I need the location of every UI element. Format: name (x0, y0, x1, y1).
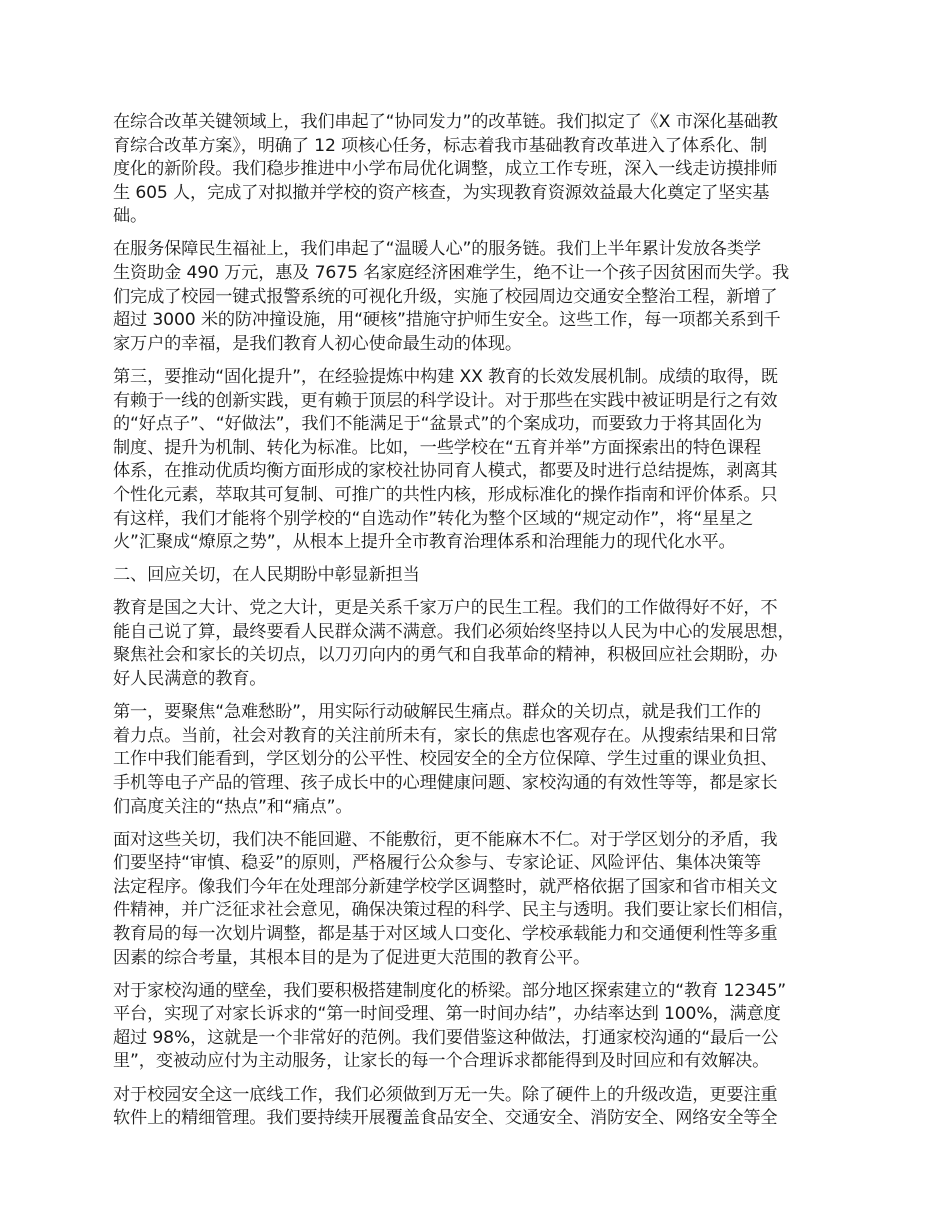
text-line: 能自己说了算，最终要看人民群众满不满意。我们必须始终坚持以人民为中心的发展思想， (113, 621, 795, 642)
text-line: 第三，要推动“固化提升”，在经验提炼中构建 XX 教育的长效发展机制。成绩的取得，既 (113, 366, 778, 387)
text-line: 好人民满意的教育。 (113, 669, 267, 690)
text-line: 超过 3000 米的防冲撞设施，用“硬核”措施守护师生安全。这些工作，每一项都关系到千 (113, 310, 781, 331)
text-line: 制度、提升为机制、转化为标准。比如，一些学校在“五育并举”方面探索出的特色课程 (113, 437, 761, 458)
text-line: 础。 (113, 206, 148, 227)
text-line: 着力点。当前，社会对教育的关注前所未有，家长的焦虑也客观存在。从搜索结果和日常 (113, 725, 778, 746)
text-line: 因素的综合考量，其根本目的是为了促进更大范围的教育公平。 (113, 947, 591, 968)
text-line: 对于家校沟通的壁垒，我们要积极搭建制度化的桥梁。部分地区探索建立的“教育 12345” (113, 980, 787, 1001)
text-line: 们要坚持“审慎、稳妥”的原则，严格履行公众参与、专家论证、风险评估、集体决策等 (113, 853, 761, 874)
paragraph-reform-chain (113, 111, 873, 229)
text-line: 家万户的幸福，是我们教育人初心使命最生动的体现。 (113, 333, 522, 354)
text-line: 聚焦社会和家长的关切点，以刀刃向内的勇气和自我革命的精神，积极回应社会期盼，办 (113, 645, 778, 666)
text-line: 生 605 人，完成了对拟撤并学校的资产核查，为实现教育资源效益最大化奠定了坚实基 (113, 182, 770, 203)
text-line: 个性化元素，萃取其可复制、可推广的共性内核，形成标准化的操作指南和评价体系。只 (113, 484, 778, 505)
document-page (113, 111, 873, 1140)
text-line: 在服务保障民生福祉上，我们串起了“温暖人心”的服务链。我们上半年累计发放各类学 (113, 239, 761, 260)
paragraph-school-district (113, 829, 873, 971)
text-line: 法定程序。像我们今年在处理部分新建学校学区调整时，就严格依据了国家和省市相关文 (113, 876, 778, 897)
text-line: 有这样，我们才能将个别学校的“自选动作”转化为整个区域的“规定动作”，将“星星之 (113, 508, 754, 529)
text-line: 第一，要聚焦“急难愁盼”，用实际行动破解民生痛点。群众的关切点，就是我们工作的 (113, 702, 761, 723)
text-line: 件精神，并广泛征求社会意见，确保决策过程的科学、民主与透明。我们要让家长们相信， (113, 900, 795, 921)
paragraph-education-livelihood (113, 597, 873, 691)
text-line: 有赖于一线的创新实践，更有赖于顶层的科学设计。对于那些在实践中被证明是行之有效 (113, 390, 778, 411)
text-line: 生资助金 490 万元，惠及 7675 名家庭经济困难学生，绝不让一个孩子因贫困而失学。我 (113, 263, 790, 284)
text-line: 育综合改革方案》，明确了 12 项核心任务，标志着我市基础教育改革进入了体系化、制 (113, 135, 767, 156)
text-line: 平台，实现了对家长诉求的“第一时间受理、第一时间办结”，办结率达到 100%，满意度 (113, 1004, 781, 1025)
text-line: 超过 98%，这就是一个非常好的范例。我们要借鉴这种做法，打通家校沟通的“最后一公 (113, 1027, 779, 1048)
text-line: 工作中我们能看到，学区划分的公平性、校园安全的全方位保障、学生过重的课业负担、 (113, 749, 778, 770)
paragraph-consolidate-improve (113, 366, 873, 555)
paragraph-service-chain (113, 238, 873, 356)
text-line: 们高度关注的“热点”和“痛点”。 (113, 796, 353, 817)
text-line: 面对这些关切，我们决不能回避、不能敷衍，更不能麻木不仁。对于学区划分的矛盾，我 (113, 829, 778, 850)
text-line: 在综合改革关键领域上，我们串起了“协同发力”的改革链。我们拟定了《X 市深化基础教 (113, 112, 778, 132)
section-heading-text: 二、回应关切，在人民期盼中彰显新担当 (113, 565, 420, 586)
paragraph-campus-safety (113, 1084, 873, 1131)
text-line: 的“好点子”、“好做法”，我们不能满足于“盆景式”的个案成功，而要致力于将其固化为 (113, 414, 762, 435)
text-line: 里”，变被动应付为主动服务，让家长的每一个合理诉求都能得到及时回应和有效解决。 (113, 1051, 770, 1072)
text-line: 教育是国之大计、党之大计，更是关系千家万户的民生工程。我们的工作做得好不好，不 (113, 598, 778, 619)
text-line: 度化的新阶段。我们稳步推进中小学布局优化调整，成立工作专班，深入一线走访摸排师 (113, 159, 778, 180)
text-line: 软件上的精细管理。我们要持续开展覆盖食品安全、交通安全、消防安全、网络安全等全 (113, 1108, 778, 1129)
text-line: 教育局的每一次划片调整，都是基于对区域人口变化、学校承载能力和交通便利性等多重 (113, 924, 778, 944)
paragraph-urgent-concerns (113, 701, 873, 819)
text-line: 手机等电子产品的管理、孩子成长中的心理健康问题、家校沟通的有效性等等，都是家长 (113, 772, 778, 793)
text-line: 体系，在推动优质均衡方面形成的家校社协同育人模式，都要及时进行总结提炼，剥离其 (113, 461, 778, 482)
text-line: 们完成了校园一键式报警系统的可视化升级，实施了校园周边交通安全整治工程，新增了 (113, 286, 778, 307)
paragraph-home-school-communication (113, 980, 873, 1074)
text-line: 对于校园安全这一底线工作，我们必须做到万无一失。除了硬件上的升级改造，更要注重 (113, 1084, 778, 1105)
text-line: 火”汇聚成“燎原之势”，从根本上提升全市教育治理体系和治理能力的现代化水平。 (113, 532, 736, 553)
section-heading-2 (113, 564, 873, 588)
